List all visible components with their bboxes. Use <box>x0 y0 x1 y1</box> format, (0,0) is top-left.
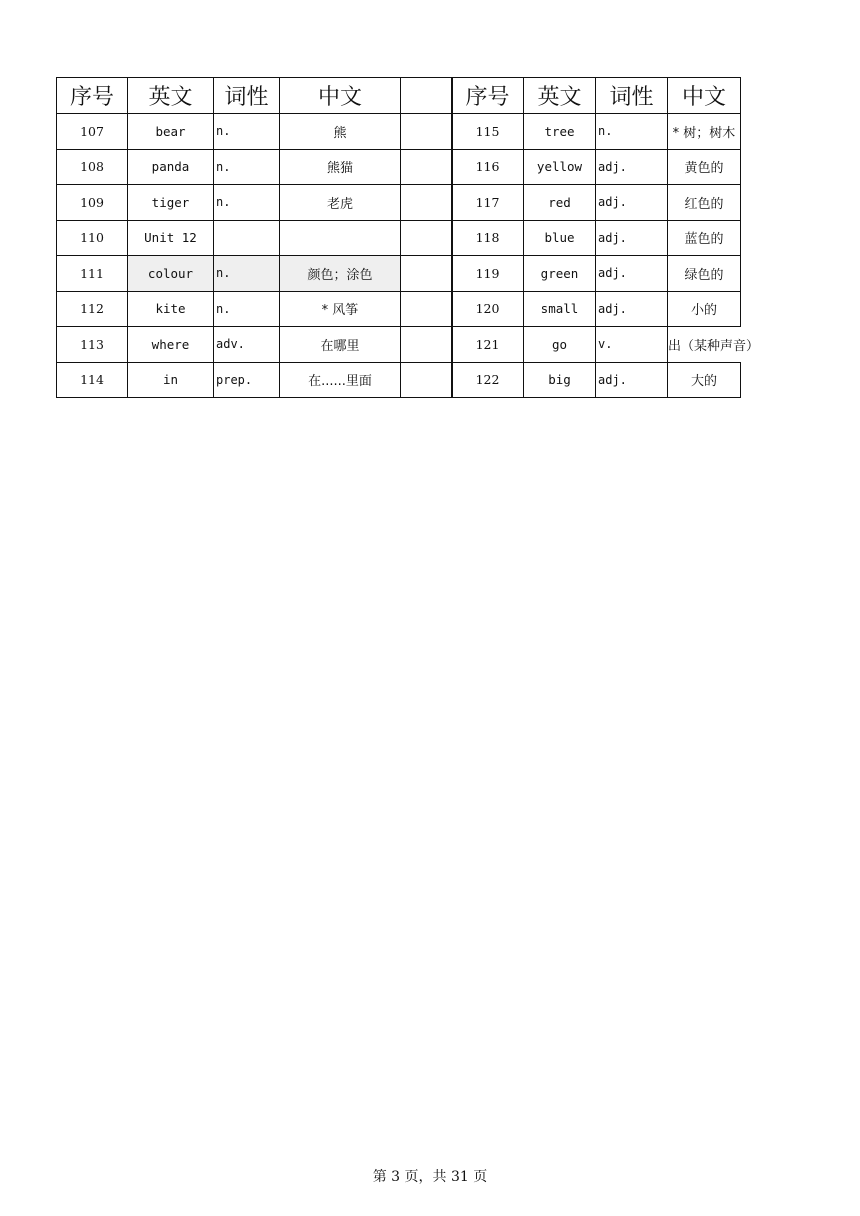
row-chinese: * 风筝 <box>280 291 401 327</box>
row-chinese: 在......里面 <box>280 362 401 398</box>
row-chinese: 在哪里 <box>280 327 401 363</box>
row-chinese-selected: 颜色；涂色 <box>280 256 401 292</box>
row-chinese: 出（某种声音） <box>668 327 741 363</box>
page-footer <box>0 1166 860 1186</box>
spacer-cell <box>401 327 453 363</box>
row-chinese: 绿色的 <box>668 256 741 292</box>
row-pos-selected: n. <box>214 256 280 292</box>
spacer-cell <box>401 185 453 221</box>
row-english: kite <box>128 291 214 327</box>
table-row <box>452 291 741 327</box>
row-index: 114 <box>57 362 128 398</box>
table-row <box>57 220 453 256</box>
row-pos: adv. <box>214 327 280 363</box>
vocab-table-left <box>56 77 453 398</box>
row-pos: prep. <box>214 362 280 398</box>
row-index: 110 <box>57 220 128 256</box>
row-english: tiger <box>128 185 214 221</box>
row-index: 117 <box>452 185 524 221</box>
row-english: bear <box>128 114 214 150</box>
row-pos: adj. <box>596 256 668 292</box>
header-index: 序号 <box>57 78 128 114</box>
row-index: 119 <box>452 256 524 292</box>
spacer-cell <box>401 78 453 114</box>
spacer-cell <box>401 114 453 150</box>
row-index: 116 <box>452 149 524 185</box>
row-english-selected: colour <box>128 256 214 292</box>
row-pos <box>214 220 280 256</box>
row-chinese: 熊猫 <box>280 149 401 185</box>
row-chinese: 大的 <box>668 362 741 398</box>
header-chinese: 中文 <box>668 78 741 114</box>
header-english: 英文 <box>524 78 596 114</box>
header-english: 英文 <box>128 78 214 114</box>
table-header-row <box>452 78 741 114</box>
table-row <box>452 185 741 221</box>
row-index: 115 <box>452 114 524 150</box>
row-index: 107 <box>57 114 128 150</box>
row-pos: adj. <box>596 185 668 221</box>
table-row <box>57 149 453 185</box>
row-english: yellow <box>524 149 596 185</box>
row-pos: n. <box>596 114 668 150</box>
row-index: 120 <box>452 291 524 327</box>
row-chinese: 老虎 <box>280 185 401 221</box>
row-pos: adj. <box>596 291 668 327</box>
row-pos: n. <box>214 114 280 150</box>
row-english: where <box>128 327 214 363</box>
table-row <box>57 291 453 327</box>
table-header-row <box>57 78 453 114</box>
spacer-cell <box>401 220 453 256</box>
row-index: 122 <box>452 362 524 398</box>
row-chinese: 熊 <box>280 114 401 150</box>
row-chinese: 小的 <box>668 291 741 327</box>
table-row <box>57 114 453 150</box>
row-index: 112 <box>57 291 128 327</box>
row-pos: adj. <box>596 149 668 185</box>
row-english: Unit 12 <box>128 220 214 256</box>
header-pos: 词性 <box>214 78 280 114</box>
spacer-cell <box>401 256 453 292</box>
row-english: in <box>128 362 214 398</box>
row-english: small <box>524 291 596 327</box>
table-row <box>57 256 453 292</box>
row-pos: adj. <box>596 220 668 256</box>
row-pos: n. <box>214 149 280 185</box>
row-index: 121 <box>452 327 524 363</box>
table-row <box>452 327 741 363</box>
table-row <box>57 185 453 221</box>
row-english: go <box>524 327 596 363</box>
row-pos: n. <box>214 291 280 327</box>
row-index: 108 <box>57 149 128 185</box>
header-chinese: 中文 <box>280 78 401 114</box>
row-english: green <box>524 256 596 292</box>
table-row <box>452 220 741 256</box>
row-pos: adj. <box>596 362 668 398</box>
table-row <box>57 327 453 363</box>
row-english: panda <box>128 149 214 185</box>
table-row <box>452 256 741 292</box>
row-chinese: 蓝色的 <box>668 220 741 256</box>
table-row <box>452 149 741 185</box>
header-index: 序号 <box>452 78 524 114</box>
row-english: red <box>524 185 596 221</box>
spacer-cell <box>401 291 453 327</box>
spacer-cell <box>401 149 453 185</box>
row-english: big <box>524 362 596 398</box>
table-row <box>57 362 453 398</box>
row-chinese: * 树；树木 <box>668 114 741 150</box>
row-index: 109 <box>57 185 128 221</box>
row-chinese: 黄色的 <box>668 149 741 185</box>
header-pos: 词性 <box>596 78 668 114</box>
row-pos: n. <box>214 185 280 221</box>
page-number-text: 第 3 页，共 31 页 <box>372 1169 488 1185</box>
row-pos: v. <box>596 327 668 363</box>
row-index: 118 <box>452 220 524 256</box>
row-index: 113 <box>57 327 128 363</box>
table-row <box>452 114 741 150</box>
vocab-table-right <box>451 77 760 398</box>
row-chinese <box>280 220 401 256</box>
row-english: blue <box>524 220 596 256</box>
table-row <box>452 362 741 398</box>
row-chinese: 红色的 <box>668 185 741 221</box>
spacer-cell <box>401 362 453 398</box>
row-index: 111 <box>57 256 128 292</box>
row-english: tree <box>524 114 596 150</box>
